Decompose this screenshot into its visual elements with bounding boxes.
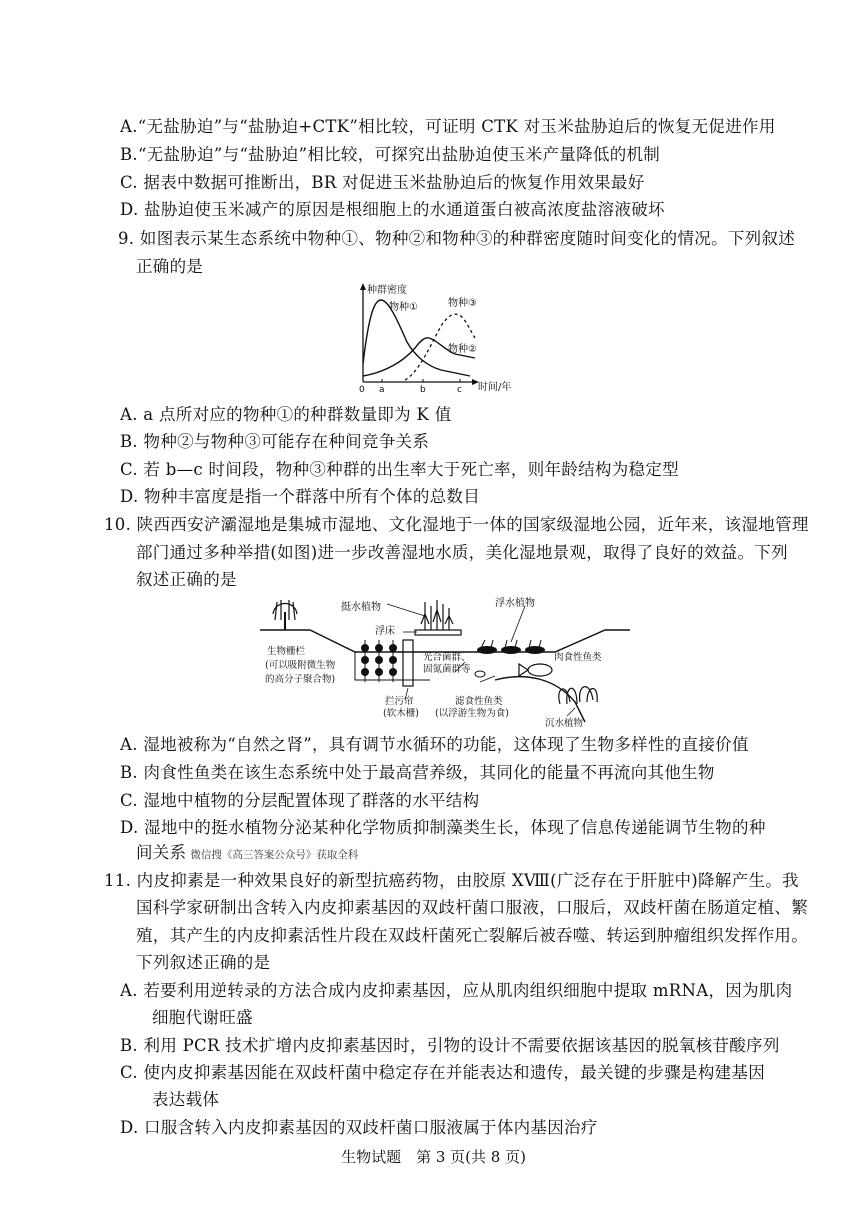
label-floating-plants: 浮水植物 bbox=[495, 598, 535, 609]
label-bacteria-1: 光合菌群、 bbox=[423, 652, 471, 663]
willow-tree-icon bbox=[273, 600, 297, 630]
q9-option-b: B. 物种②与物种③可能存在种间竞争关系 bbox=[120, 432, 430, 451]
q10-stem-2: 部门通过多种举措(如图)进一步改善湿地水质，美化湿地景观，取得了良好的效益。下列 bbox=[136, 543, 788, 562]
q11-stem-1: 11. 内皮抑素是一种效果良好的新型抗癌药物，由胶原 XⅧ(广泛存在于肝脏中)降解产生。我 bbox=[104, 871, 799, 890]
legend-species-3: 物种③ bbox=[448, 298, 477, 309]
q10-option-d-cont bbox=[136, 842, 358, 866]
q9-option-c: C. 若 b—c 时间段，物种③种群的出生率大于死亡率，则年龄结构为稳定型 bbox=[120, 460, 679, 479]
label-submerged-plants: 沉水植物 bbox=[545, 718, 584, 729]
q11-stem-2: 国科学家研制出含转入内皮抑素基因的双歧杆菌口服液，口服后，双歧杆菌在肠道定植、繁 bbox=[136, 898, 808, 917]
x-axis-label: 时间/年 bbox=[478, 382, 512, 393]
watermark-note: 微信搜《高三答案公众号》获取全科 bbox=[190, 849, 359, 861]
q9-option-a: A. a 点所对应的物种①的种群数量即为 K 值 bbox=[120, 405, 452, 424]
legend-species-1: 物种① bbox=[389, 302, 418, 313]
label-bacteria-2: 固氮菌群等 bbox=[423, 664, 471, 675]
x-tick-0: 0 bbox=[359, 385, 365, 394]
q10-option-a: A. 湿地被称为“自然之肾”，具有调节水循环的功能，这体现了生物多样性的直接价值 bbox=[120, 735, 749, 754]
submerged-plants-icon bbox=[559, 687, 597, 704]
label-float-bed: 浮床 bbox=[375, 626, 395, 637]
label-curtain-2: (软木栅) bbox=[383, 708, 419, 719]
label-carnivore-fish: 肉食性鱼类 bbox=[554, 652, 602, 663]
filter-fish-icon bbox=[475, 671, 485, 677]
q11-option-c: C. 使内皮抑素基因能在双歧杆菌中稳定存在并能表达和遗传，最关键的步骤是构建基因 bbox=[120, 1063, 766, 1082]
y-axis-label: 种群密度 bbox=[367, 285, 407, 296]
q10-option-d: D. 湿地中的挺水植物分泌某种化学物质抑制藻类生长，体现了信息传递能调节生物的种 bbox=[120, 818, 766, 837]
q11-option-b: B. 利用 PCR 技术扩增内皮抑素基因时，引物的设计不需要依据该基因的脱氧核苷酸序列 bbox=[120, 1036, 780, 1055]
pollution-curtain-icon bbox=[403, 640, 413, 686]
q8-option-a: A.“无盐胁迫”与“盐胁迫+CTK”相比较，可证明 CTK 对玉米盐胁迫后的恢复无促进作用 bbox=[120, 117, 776, 136]
floating-plants-icon bbox=[477, 640, 545, 654]
label-filter-fish-2: (以浮游生物为食) bbox=[435, 708, 509, 719]
label-biofence: 生物栅栏 bbox=[267, 646, 306, 657]
q10-stem-1: 10. 陕西西安浐灞湿地是集城市湿地、文化湿地于一体的国家级湿地公园，近年来，该湿地管理 bbox=[104, 515, 809, 534]
biofence-icon bbox=[361, 640, 397, 682]
label-biofence-desc-2: 的高分子聚合物) bbox=[265, 674, 336, 685]
q9-stem-cont: 正确的是 bbox=[136, 257, 204, 276]
q10-option-d-cont-text: 间关系 bbox=[136, 843, 187, 862]
q11-option-a-cont: 细胞代谢旺盛 bbox=[152, 1008, 253, 1027]
wetland-diagram bbox=[255, 592, 635, 732]
legend-species-2: 物种② bbox=[448, 344, 477, 355]
x-tick-a: a bbox=[379, 385, 385, 394]
q11-option-c-cont: 表达载体 bbox=[152, 1090, 220, 1109]
q11-option-a: A. 若要利用逆转录的方法合成内皮抑素基因，应从肌肉组织细胞中提取 mRNA，因为肌肉 bbox=[120, 981, 793, 1000]
q11-option-d: D. 口服含转入内皮抑素基因的双歧杆菌口服液属于体内基因治疗 bbox=[120, 1118, 598, 1137]
q8-option-b: B.“无盐胁迫”与“盐胁迫”相比较，可探究出盐胁迫使玉米产量降低的机制 bbox=[120, 145, 661, 164]
q10-option-c: C. 湿地中植物的分层配置体现了群落的水平结构 bbox=[120, 791, 480, 810]
label-biofence-desc-1: (可以吸附微生物 bbox=[265, 660, 336, 671]
q10-option-b: B. 肉食性鱼类在该生态系统中处于最高营养级，其同化的能量不再流向其他生物 bbox=[120, 763, 715, 782]
carnivore-fish-icon bbox=[519, 664, 552, 676]
label-emergent-plants: 挺水植物 bbox=[341, 602, 381, 613]
y-axis-arrow bbox=[360, 283, 366, 290]
label-curtain-1: 拦污帘 bbox=[385, 696, 414, 707]
population-density-chart bbox=[345, 282, 525, 394]
x-tick-b: b bbox=[420, 385, 426, 394]
q11-stem-3: 殖，其产生的内皮抑素活性片段在双歧杆菌死亡裂解后被吞噬、转运到肿瘤组织发挥作用。 bbox=[136, 926, 808, 945]
q10-stem-3: 叙述正确的是 bbox=[136, 570, 237, 589]
x-tick-c: c bbox=[457, 385, 462, 394]
q9-stem: 9. 如图表示某生态系统中物种①、物种②和物种③的种群密度随时间变化的情况。下列叙述 bbox=[118, 229, 796, 248]
q11-stem-4: 下列叙述正确的是 bbox=[136, 953, 271, 972]
q8-option-c: C. 据表中数据可推断出，BR 对促进玉米盐胁迫后的恢复作用效果最好 bbox=[120, 173, 645, 192]
label-filter-fish-1: 滤食性鱼类 bbox=[455, 696, 503, 707]
q9-option-d: D. 物种丰富度是指一个群落中所有个体的总数目 bbox=[120, 487, 481, 506]
q8-option-d: D. 盐胁迫使玉米减产的原因是根细胞上的水通道蛋白被高浓度盐溶液破坏 bbox=[120, 200, 665, 219]
emergent-plants-icon bbox=[415, 600, 461, 635]
page-footer: 生物试题 第 3 页(共 8 页) bbox=[341, 1148, 526, 1166]
